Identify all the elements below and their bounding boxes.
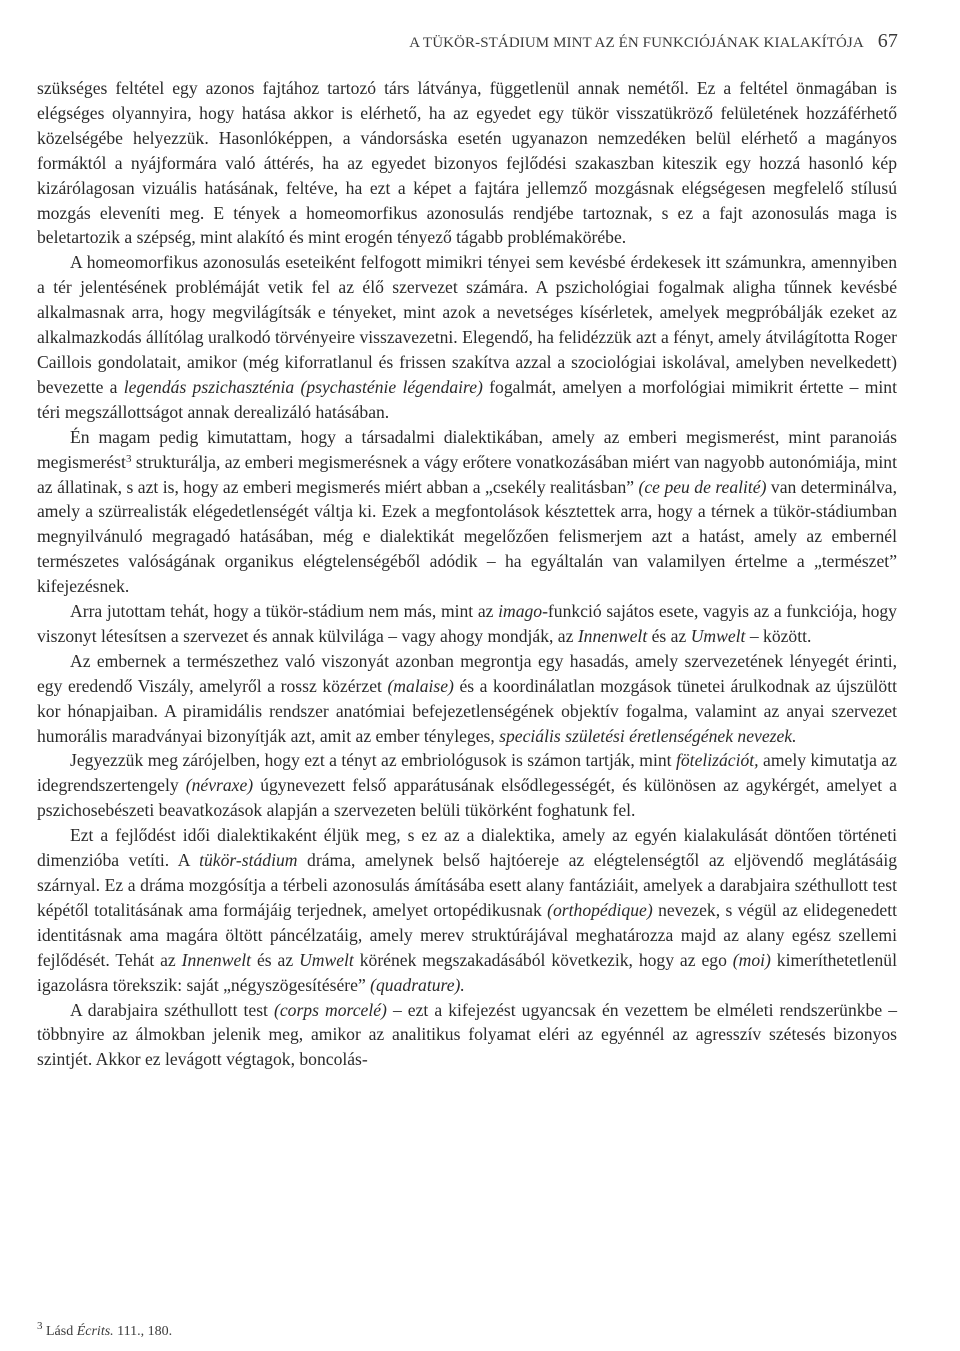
text-run: amely kimutatja az idegrendszertengely xyxy=(37,750,897,796)
footnote-italic: Écrits. xyxy=(76,1324,114,1339)
italic-text: tükör-stádium xyxy=(199,850,298,871)
italic-text: Umwelt xyxy=(690,625,746,646)
text-run: Jegyezzük meg zárójelben, hogy ezt a tényt az embriológusok is számon tartják, mint xyxy=(70,750,676,771)
italic-text: speciális születési éretlenségének nevezek. xyxy=(499,725,797,746)
italic-text: (malaise) xyxy=(387,675,454,696)
page-number: 67 xyxy=(877,30,898,52)
text-run: és az xyxy=(647,625,691,646)
body-text xyxy=(37,76,897,1072)
paragraph xyxy=(37,76,897,250)
running-header xyxy=(409,30,898,53)
text-run: Én magam pedig kimutattam, hogy a társadalmi dialektikában, amely az emberi megismerést, mint paranoiás megismerést xyxy=(37,426,897,472)
text-run: Az embernek a természethez való viszonyát azonban megrontja egy hasadás, amely szervezetének lényegét érinti, egy eredendő Viszály, amelyről a rossz közérzet xyxy=(37,650,897,696)
text-run: és a koordinálatlan mozgások tünetei árulkodnak az újszülött kor hónapjaiban. A piramidális rendszer anatómiai befejezetlenségének objektív fogalma, valamint az anyai szervezet humorális maradványai bizonyítják azt, amit az ember tényleges, xyxy=(37,675,897,746)
running-title: A TÜKÖR-STÁDIUM MINT AZ ÉN FUNKCIÓJÁNAK KIALAKÍTÓJA xyxy=(409,35,864,51)
text-run: szükséges feltétel egy azonos fajtához tartozó társ látványa, függetlenül annak nemétől. Ez a feltétel önmagában is elégséges olyannyira, hogy hatása akkor is elérhető, ha az egyedet egy tükör visszatükröző felületének hozzáférhető közelségébe helyezzük. Hasonlóképpen, a vándorsáska esetén ugyanazon nemzedéken belül elérhető a magányos formáktól a nyájformára való áttérés, ha az egyedet bizonyos fejlődési szakaszban kiteszik egy hozzá hasonló kép kizárólagosan vizuális hatásának, feltéve, ha ezt a képet a fajtára jellemző mozgásnak elégségesen megfelelő stílusú mozgás eleveníti meg. E tények a homeomorfikus azonosulás rendjébe tartoznak, s ez a fajt azonosulás maga is beletartozik a szépség, mint alakító és mint erogén tényező tágabb problémakörébe. xyxy=(37,78,897,248)
text-run: – között. xyxy=(745,625,812,646)
italic-text: (orthopédique) xyxy=(547,899,653,920)
paragraph xyxy=(37,250,897,424)
text-run: Ezt a fejlődést idői dialektikaként éljük meg, s ez az a dialektika, amely az egyén kialakulását döntően történeti dimenzióba vetíti. A xyxy=(37,825,897,871)
italic-text: Innenwelt xyxy=(181,949,252,970)
italic-text: (quadrature). xyxy=(370,974,465,995)
text-run: kimeríthetetlenül igazolásra törekszik: saját „négyszögesítésére” xyxy=(37,949,897,995)
text-run: dráma, amelynek belső hajtóereje az elégtelenségtől az eljövendő meglátásáig szárnyal. Ez a dráma mozgósítja a térbeli azonosulás ámításába esett alany fantáziáit, amelyek a darabjaira széthullott test képétől totalitásának ama formájáig terjednek, amelyet ortopédikusnak xyxy=(37,850,898,920)
paragraph xyxy=(37,998,897,1073)
italic-text: fötelizációt, xyxy=(676,750,759,771)
paragraph xyxy=(37,425,897,599)
italic-text: (ce peu de realité) xyxy=(638,476,767,497)
text-run: A homeomorfikus azonosulás eseteiként felfogott mimikri tényei sem kevésbé érdekesek itt számunkra, amennyiben a tér jelentésének problémáját vetik fel az élő szervezet számára. A pszichológiai fogalmak aligha tűnnek kevésbé alkalmasnak arra, hogy megvilágítsák e tényeket, mint azok a nevetséges kísérletek, amelyek megpróbálják ezeket az alkalmazkodás állítólag uralkodó törvényeire visszavezetni. Elegendő, ha felidézzük azt a fényt, amely átvilágította Roger Caillois gondolatait, amikor (még kiforratlanul és frissen szakítva azzal a szociológiai iskolával, amelyben nevelkedett) bevezette a xyxy=(37,252,897,397)
text-run: -funkció sajátos esete, vagyis az a funkciója, hogy viszonyt létesítsen a szervezet és annak külvilága – vagy ahogy mondják, az xyxy=(37,601,897,646)
paragraph xyxy=(37,748,897,823)
text-run: A darabjaira széthullott test xyxy=(70,999,274,1020)
footnote xyxy=(37,1320,173,1340)
text-run: és az xyxy=(251,949,300,970)
paragraph xyxy=(37,649,897,749)
italic-text: imago xyxy=(498,601,543,622)
footnote-reference: 3 xyxy=(125,452,132,465)
text-run: van determinálva, amely a szürrealisták elégedetlenségét váltja ki. Ezek a megfontolások késztettek arra, hogy a térnek a tükör-stádiumban megnyilvánuló megragadó hatásában, még e dialektikát megelőzően felismerjem azt a hatást, amely az embernél természetes valóságának organikus elégtelenségéből adódik – ha egyáltalán van valamilyen értelme a „természet” kifejezésnek. xyxy=(37,476,897,597)
italic-text: legendás pszichaszténia (psychasténie légendaire) xyxy=(123,376,483,397)
text-run: úgynevezett felső apparátusának elsődlegességét, és különösen az agykérgét, amelyet a pszichosebészeti beavatkozások alapján a szervezeten belüli tükörként foghatunk fel. xyxy=(37,775,897,821)
text-run: – ezt a kifejezést ugyancsak én vezettem be elméleti rendszerünkbe – többnyire az álmokban jelenik meg, amikor az analitikus folyamat eléri az egyénnél az agresszív szétesés bizonyos szintjét. Akkor ez levágott végtagok, boncolás- xyxy=(37,999,897,1070)
text-run: körének megszakadásából következik, hogy az ego xyxy=(353,949,733,970)
italic-text: (moi) xyxy=(732,949,771,970)
paragraph xyxy=(37,599,897,649)
italic-text: Innenwelt xyxy=(577,625,648,646)
italic-text: (corps morcelé) xyxy=(274,999,387,1020)
footnote-text-after: 111., 180. xyxy=(113,1324,173,1339)
text-run: strukturálja, az emberi megismerésnek a vágy erőtere vonatkozásában miért van nagyobb autonómiája, mint az állatinak, s azt is, hogy az emberi megismerés miért abban a „csekély realitásban” xyxy=(37,451,897,497)
italic-text: Umwelt xyxy=(299,949,354,970)
text-run: Arra jutottam tehát, hogy a tükör-stádium nem más, mint az xyxy=(70,601,499,622)
footnote-text-before: Lásd xyxy=(42,1324,77,1339)
text-run: nevezek, s végül az elidegenedett identitásnak ama magára öltött páncélzatáig, amely merev struktúrájával meghatározza majd az alany egész szellemi fejlődését. Tehát az xyxy=(37,899,897,970)
footnote-marker: 3 xyxy=(37,1320,43,1332)
italic-text: (névraxe) xyxy=(185,775,254,796)
text-run: fogalmát, amelyen a morfológiai mimikrit értette – mint téri megszállottságot annak derealizáló hatásában. xyxy=(37,376,897,422)
paragraph xyxy=(37,823,897,997)
